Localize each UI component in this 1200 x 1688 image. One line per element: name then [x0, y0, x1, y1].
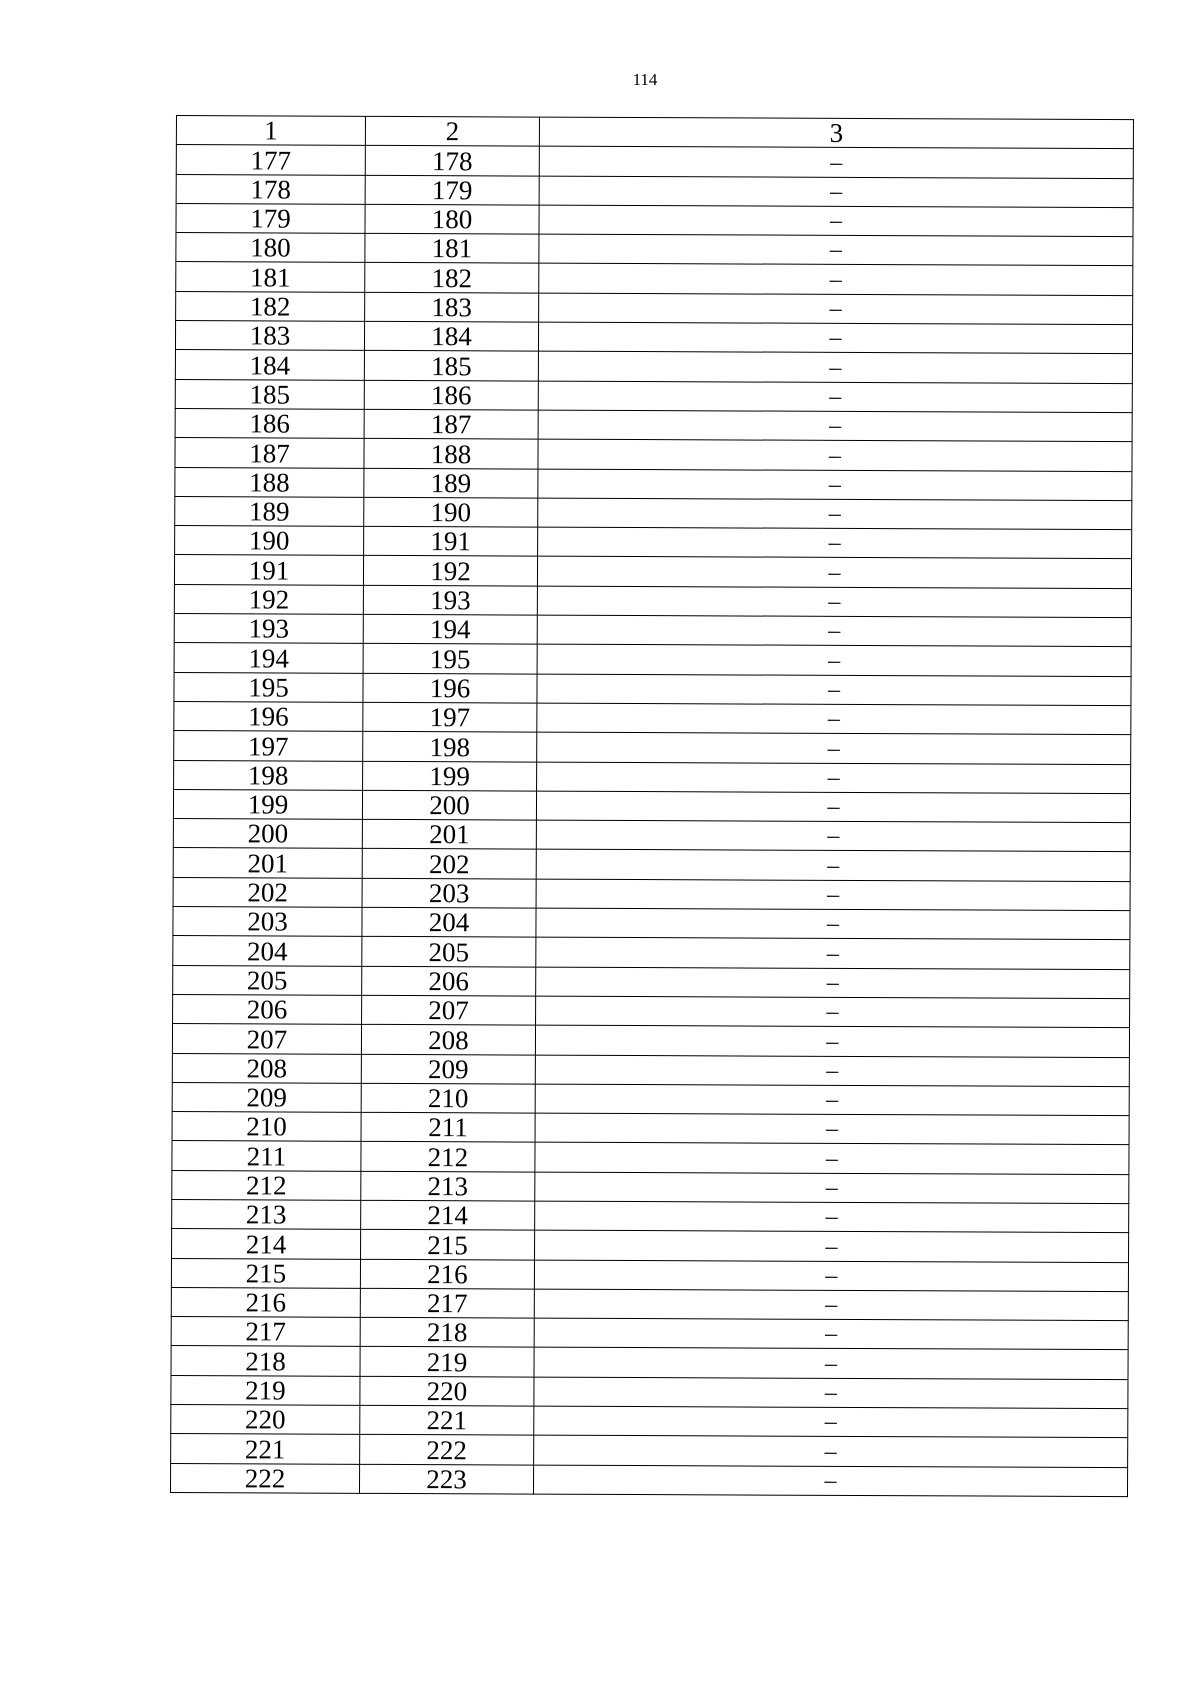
table-row: [174, 614, 1131, 647]
table-cell-col-1: 181: [176, 262, 365, 292]
table-cell-col-3: –: [534, 1435, 1128, 1467]
table-row: [174, 584, 1131, 617]
table-cell-col-1: 215: [171, 1258, 360, 1288]
table-row: [173, 965, 1130, 998]
table-cell-col-3: –: [536, 996, 1130, 1028]
table-cell-col-1: 209: [172, 1082, 361, 1112]
table-cell-col-1: 202: [173, 877, 362, 907]
table-row: [171, 1434, 1128, 1467]
data-table: [170, 115, 1134, 1497]
table-cell-col-3: –: [539, 176, 1133, 208]
table-cell-col-3: –: [538, 469, 1132, 501]
table-cell-col-1: 216: [171, 1287, 360, 1317]
table-cell-col-3: –: [538, 381, 1132, 413]
data-table-container: [170, 115, 1133, 1497]
table-cell-col-2: 202: [362, 849, 536, 879]
table-cell-col-2: 192: [363, 556, 537, 586]
table-row: [173, 789, 1130, 822]
table-cell-col-1: 207: [172, 1024, 361, 1054]
table-row: [173, 907, 1130, 940]
table-cell-col-1: 218: [171, 1346, 360, 1376]
table-cell-col-2: 213: [361, 1171, 535, 1201]
table-cell-col-2: 219: [360, 1347, 534, 1377]
table-cell-col-3: –: [535, 1230, 1129, 1262]
table-cell-col-1: 222: [170, 1463, 359, 1493]
table-cell-col-2: 193: [363, 585, 537, 615]
table-cell-col-2: 222: [360, 1435, 534, 1465]
table-cell-col-2: 179: [365, 175, 539, 205]
table-row: [173, 819, 1130, 852]
table-cell-col-2: 182: [365, 263, 539, 293]
table-row: [175, 408, 1132, 441]
table-cell-col-2: 191: [364, 526, 538, 556]
table-row: [174, 701, 1131, 734]
table-cell-col-1: 191: [174, 555, 363, 585]
table-row: [175, 526, 1132, 559]
table-cell-col-2: 223: [359, 1464, 533, 1494]
column-header-3: 3: [539, 117, 1133, 149]
table-cell-col-3: –: [539, 146, 1133, 178]
table-cell-col-1: 190: [175, 526, 364, 556]
table-cell-col-3: –: [538, 439, 1132, 471]
table-cell-col-2: 201: [362, 819, 536, 849]
table-cell-col-3: –: [534, 1289, 1128, 1321]
table-cell-col-3: –: [535, 1201, 1129, 1233]
table-row: [175, 350, 1132, 383]
table-cell-col-3: –: [539, 293, 1133, 325]
table-cell-col-1: 196: [174, 701, 363, 731]
table-cell-col-2: 215: [361, 1230, 535, 1260]
table-row: [176, 174, 1133, 207]
table-row: [174, 731, 1131, 764]
table-cell-col-1: 200: [173, 819, 362, 849]
table-cell-col-3: –: [536, 937, 1130, 969]
table-cell-col-2: 196: [363, 673, 537, 703]
table-cell-col-2: 205: [362, 937, 536, 967]
table-cell-col-3: –: [536, 791, 1130, 823]
table-cell-col-3: –: [537, 703, 1131, 735]
table-cell-col-2: 199: [363, 761, 537, 791]
table-row: [174, 672, 1131, 705]
table-row: [173, 994, 1130, 1027]
table-cell-col-1: 213: [172, 1199, 361, 1229]
table-row: [172, 1082, 1129, 1115]
table-cell-col-2: 183: [365, 292, 539, 322]
table-cell-col-2: 197: [363, 702, 537, 732]
table-cell-col-2: 212: [361, 1142, 535, 1172]
table-row: [172, 1199, 1129, 1232]
table-cell-col-2: 209: [361, 1054, 535, 1084]
table-cell-col-2: 203: [362, 878, 536, 908]
table-cell-col-3: –: [537, 557, 1131, 589]
table-cell-col-2: 214: [361, 1200, 535, 1230]
table-cell-col-3: –: [535, 1113, 1129, 1145]
table-row: [176, 203, 1133, 236]
table-cell-col-1: 192: [174, 584, 363, 614]
table-cell-col-3: –: [537, 732, 1131, 764]
table-cell-col-1: 211: [172, 1141, 361, 1171]
table-row: [173, 936, 1130, 969]
table-cell-col-1: 205: [173, 965, 362, 995]
table-cell-col-2: 207: [362, 995, 536, 1025]
table-row: [171, 1287, 1128, 1320]
table-cell-col-1: 195: [174, 672, 363, 702]
table-cell-col-3: –: [539, 264, 1133, 296]
table-row: [171, 1405, 1128, 1438]
table-cell-col-3: –: [537, 762, 1131, 794]
table-cell-col-1: 178: [176, 174, 365, 204]
table-cell-col-2: 198: [363, 732, 537, 762]
table-cell-col-3: –: [537, 586, 1131, 618]
table-cell-col-3: –: [535, 1142, 1129, 1174]
table-row: [176, 233, 1133, 266]
table-row: [173, 877, 1130, 910]
table-cell-col-3: –: [539, 234, 1133, 266]
table-cell-col-1: 214: [172, 1229, 361, 1259]
table-cell-col-3: –: [537, 615, 1131, 647]
table-cell-col-3: –: [537, 644, 1131, 676]
table-cell-col-3: –: [534, 1318, 1128, 1350]
table-cell-col-1: 183: [175, 321, 364, 351]
table-row: [171, 1317, 1128, 1350]
table-cell-col-3: –: [534, 1348, 1128, 1380]
table-cell-col-2: 180: [365, 204, 539, 234]
table-cell-col-2: 200: [362, 790, 536, 820]
table-cell-col-2: 204: [362, 907, 536, 937]
table-cell-col-1: 180: [176, 233, 365, 263]
table-cell-col-2: 208: [361, 1025, 535, 1055]
table-cell-col-1: 221: [171, 1434, 360, 1464]
table-cell-col-2: 190: [364, 497, 538, 527]
table-row: [175, 467, 1132, 500]
table-body: [170, 145, 1133, 1497]
table-cell-col-1: 185: [175, 379, 364, 409]
table-cell-col-2: 185: [364, 351, 538, 381]
table-cell-col-1: 184: [175, 350, 364, 380]
table-header-row: [176, 116, 1133, 149]
table-cell-col-1: 188: [175, 467, 364, 497]
table-cell-col-3: –: [538, 322, 1132, 354]
table-cell-col-1: 217: [171, 1317, 360, 1347]
table-row: [172, 1141, 1129, 1174]
table-cell-col-3: –: [534, 1377, 1128, 1409]
table-cell-col-1: 189: [175, 496, 364, 526]
column-header-2: 2: [365, 116, 539, 146]
table-cell-col-2: 186: [364, 380, 538, 410]
table-cell-col-2: 188: [364, 439, 538, 469]
table-cell-col-2: 210: [361, 1083, 535, 1113]
table-cell-col-2: 211: [361, 1112, 535, 1142]
table-cell-col-3: –: [533, 1465, 1127, 1497]
table-row: [176, 145, 1133, 178]
table-cell-col-3: –: [535, 1172, 1129, 1204]
table-row: [176, 262, 1133, 295]
table-cell-col-1: 198: [174, 760, 363, 790]
table-cell-col-1: 203: [173, 907, 362, 937]
table-row: [175, 438, 1132, 471]
table-row: [175, 379, 1132, 412]
table-row: [174, 555, 1131, 588]
table-row: [175, 321, 1132, 354]
table-cell-col-3: –: [537, 674, 1131, 706]
table-cell-col-1: 186: [175, 408, 364, 438]
table-cell-col-2: 195: [363, 644, 537, 674]
table-cell-col-2: 187: [364, 409, 538, 439]
table-row: [176, 291, 1133, 324]
table-cell-col-3: –: [538, 527, 1132, 559]
table-cell-col-1: 193: [174, 614, 363, 644]
table-cell-col-2: 206: [362, 966, 536, 996]
table-cell-col-3: –: [536, 850, 1130, 882]
table-row: [174, 760, 1131, 793]
table-cell-col-1: 208: [172, 1053, 361, 1083]
column-header-1: 1: [176, 116, 365, 146]
table-cell-col-1: 197: [174, 731, 363, 761]
table-cell-col-3: –: [534, 1406, 1128, 1438]
page-number: 114: [632, 70, 658, 89]
table-cell-col-3: –: [535, 1084, 1129, 1116]
table-cell-col-3: –: [535, 1055, 1129, 1087]
table-cell-col-2: 218: [360, 1317, 534, 1347]
table-cell-col-2: 217: [360, 1288, 534, 1318]
table-cell-col-2: 181: [365, 234, 539, 264]
table-cell-col-3: –: [538, 410, 1132, 442]
table-cell-col-1: 204: [173, 936, 362, 966]
table-row: [172, 1024, 1129, 1057]
table-cell-col-1: 199: [173, 789, 362, 819]
table-cell-col-1: 187: [175, 438, 364, 468]
table-row: [172, 1170, 1129, 1203]
table-cell-col-3: –: [538, 351, 1132, 383]
table-cell-col-2: 178: [365, 146, 539, 176]
table-cell-col-2: 194: [363, 614, 537, 644]
table-cell-col-1: 179: [176, 203, 365, 233]
table-row: [170, 1463, 1127, 1496]
table-row: [171, 1375, 1128, 1408]
table-cell-col-1: 201: [173, 848, 362, 878]
table-cell-col-3: –: [534, 1260, 1128, 1292]
table-row: [172, 1229, 1129, 1262]
table-cell-col-3: –: [535, 1025, 1129, 1057]
table-cell-col-1: 182: [176, 291, 365, 321]
table-cell-col-3: –: [539, 205, 1133, 237]
table-row: [172, 1112, 1129, 1145]
table-cell-col-1: 212: [172, 1170, 361, 1200]
table-row: [171, 1346, 1128, 1379]
table-cell-col-2: 216: [360, 1259, 534, 1289]
table-cell-col-1: 206: [173, 994, 362, 1024]
table-row: [171, 1258, 1128, 1291]
table-cell-col-3: –: [536, 820, 1130, 852]
table-cell-col-2: 189: [364, 468, 538, 498]
table-cell-col-1: 194: [174, 643, 363, 673]
table-row: [174, 643, 1131, 676]
table-cell-col-3: –: [538, 498, 1132, 530]
table-row: [175, 496, 1132, 529]
table-cell-col-3: –: [536, 879, 1130, 911]
table-cell-col-3: –: [536, 908, 1130, 940]
table-cell-col-1: 219: [171, 1375, 360, 1405]
table-row: [173, 848, 1130, 881]
table-cell-col-2: 184: [364, 321, 538, 351]
table-cell-col-3: –: [536, 967, 1130, 999]
table-cell-col-1: 220: [171, 1405, 360, 1435]
table-cell-col-2: 221: [360, 1405, 534, 1435]
table-row: [172, 1053, 1129, 1086]
table-cell-col-1: 177: [176, 145, 365, 175]
table-cell-col-1: 210: [172, 1112, 361, 1142]
table-cell-col-2: 220: [360, 1376, 534, 1406]
